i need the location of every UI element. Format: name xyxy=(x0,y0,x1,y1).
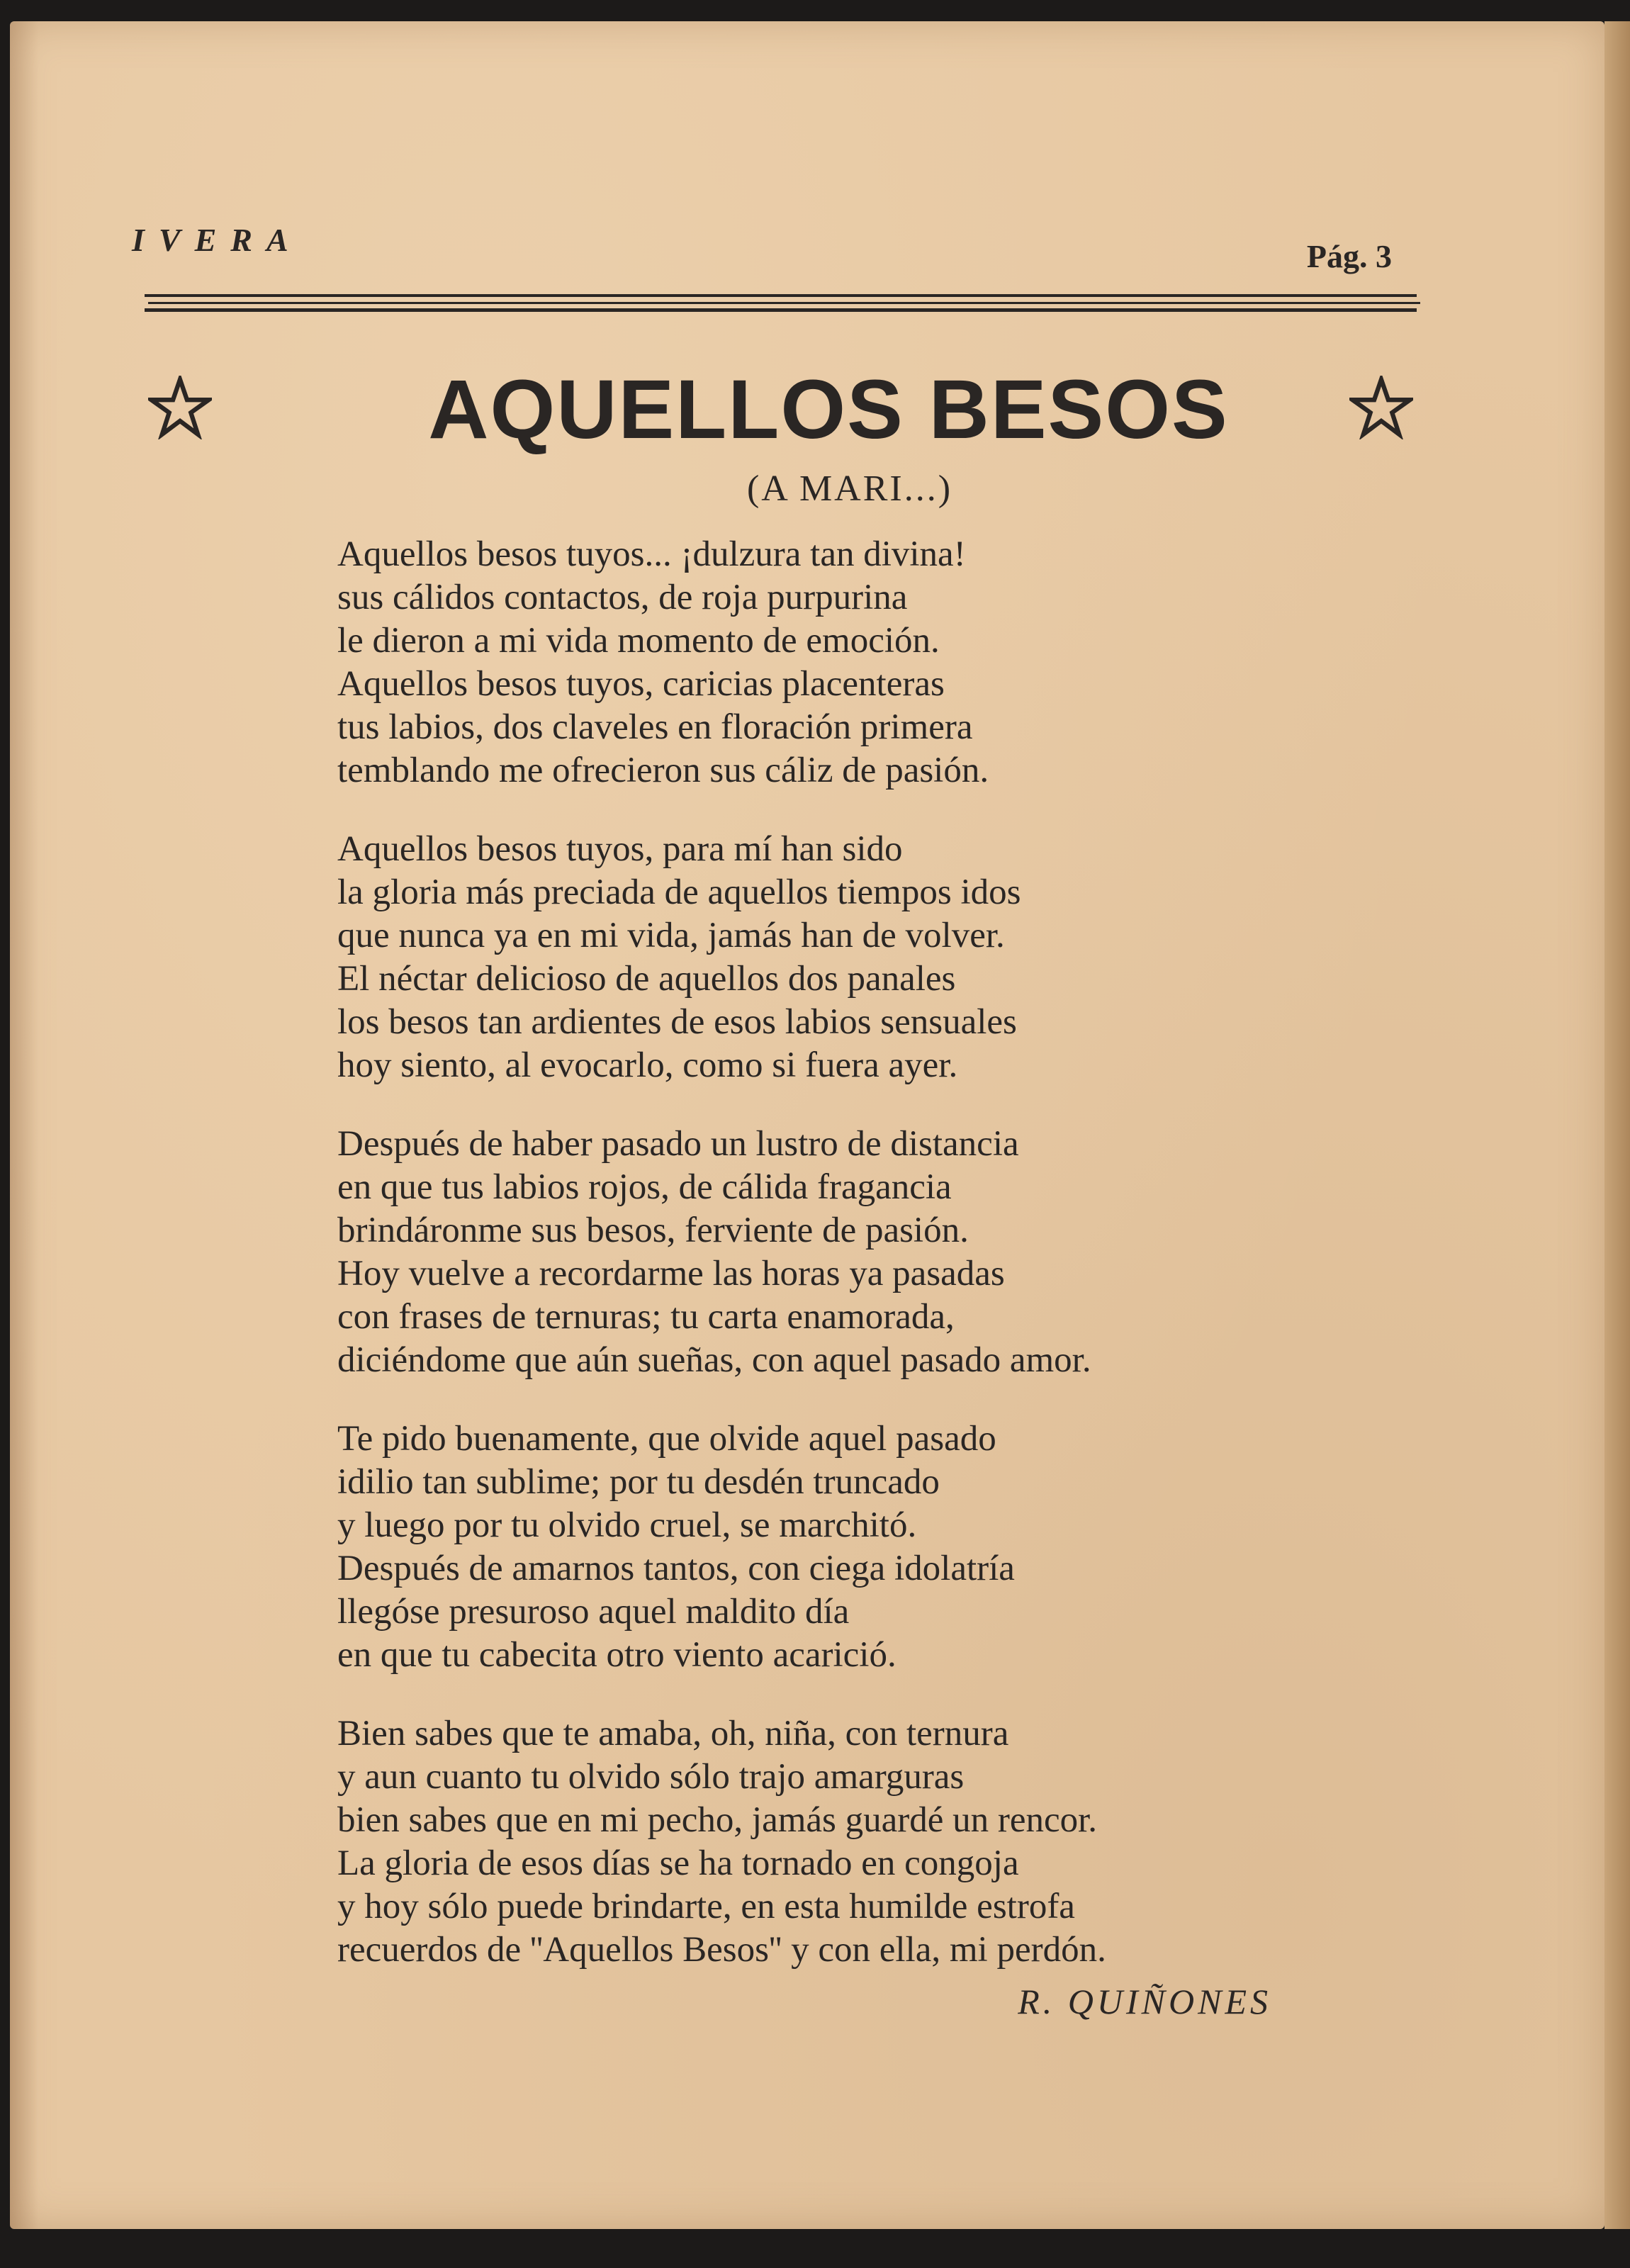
magazine-name: IVERA xyxy=(132,222,303,258)
poem-line: y hoy sólo puede brindarte, en esta humilde estrofa xyxy=(337,1887,1075,1926)
poem-line: temblando me ofrecieron sus cáliz de pasión. xyxy=(337,751,989,790)
stanza xyxy=(337,1712,1344,1972)
poem-author: R. QUIÑONES xyxy=(1018,1982,1271,2021)
page-edge xyxy=(1604,21,1630,2229)
poem-line: en que tus labios rojos, de cálida fragancia xyxy=(337,1167,952,1207)
poem-line: bien sabes que en mi pecho, jamás guardé un rencor. xyxy=(337,1800,1098,1840)
poem-line: la gloria más preciada de aquellos tiempos idos xyxy=(337,872,1021,912)
poem-dedication: (A MARI...) xyxy=(746,468,953,509)
poem-line: hoy siento, al evocarlo, como si fuera ayer. xyxy=(337,1045,958,1085)
magazine-page xyxy=(10,21,1604,2229)
poem-line: los besos tan ardientes de esos labios sensuales xyxy=(337,1002,1017,1042)
stanza xyxy=(337,1418,1344,1677)
stanza xyxy=(337,533,1344,792)
poem-line: recuerdos de ''Aquellos Besos'' y con ella, mi perdón. xyxy=(337,1930,1106,1970)
poem-line: sus cálidos contactos, de roja purpurina xyxy=(337,578,908,617)
poem-line: Hoy vuelve a recordarme las horas ya pasadas xyxy=(337,1254,1005,1293)
stanza xyxy=(337,828,1344,1087)
poem-line: brindáronme sus besos, ferviente de pasión. xyxy=(337,1211,969,1250)
poem-line: con frases de ternuras; tu carta enamorada, xyxy=(337,1297,955,1337)
page-number: Pág. 3 xyxy=(1306,238,1392,274)
poem-line: diciéndome que aún sueñas, con aquel pasado amor. xyxy=(337,1340,1091,1380)
poem-line: llegóse presuroso aquel maldito día xyxy=(337,1592,850,1632)
poem-line: Aquellos besos tuyos, caricias placenteras xyxy=(337,664,945,704)
poem-line: y luego por tu olvido cruel, se marchitó. xyxy=(337,1505,917,1545)
header-rule xyxy=(145,308,1417,312)
poem-line: en que tu cabecita otro viento acarició. xyxy=(337,1635,896,1675)
star-right-icon xyxy=(1349,376,1413,439)
poem-title: AQUELLOS BESOS xyxy=(428,363,1229,456)
poem-line: Aquellos besos tuyos... ¡dulzura tan divina! xyxy=(337,534,966,574)
poem-line: La gloria de esos días se ha tornado en congoja xyxy=(337,1843,1019,1883)
poem-body xyxy=(337,533,1344,2007)
poem-line: Después de haber pasado un lustro de distancia xyxy=(337,1124,1019,1164)
poem-line: Después de amarnos tantos, con ciega idolatría xyxy=(337,1549,1015,1588)
poem-line: Bien sabes que te amaba, oh, niña, con ternura xyxy=(337,1714,1009,1753)
stanza xyxy=(337,1123,1344,1382)
poem-line: y aun cuanto tu olvido sólo trajo amarguras xyxy=(337,1757,965,1797)
poem-line: que nunca ya en mi vida, jamás han de volver. xyxy=(337,916,1005,955)
poem-line: El néctar delicioso de aquellos dos panales xyxy=(337,959,956,999)
header-rule xyxy=(148,302,1420,304)
header-rule xyxy=(145,294,1417,297)
poem-line: le dieron a mi vida momento de emoción. xyxy=(337,621,940,661)
poem-line: Aquellos besos tuyos, para mí han sido xyxy=(337,829,903,869)
poem-line: Te pido buenamente, que olvide aquel pasado xyxy=(337,1419,996,1459)
poem-line: tus labios, dos claveles en floración primera xyxy=(337,707,973,747)
poem-line: idilio tan sublime; por tu desdén truncado xyxy=(337,1462,940,1502)
